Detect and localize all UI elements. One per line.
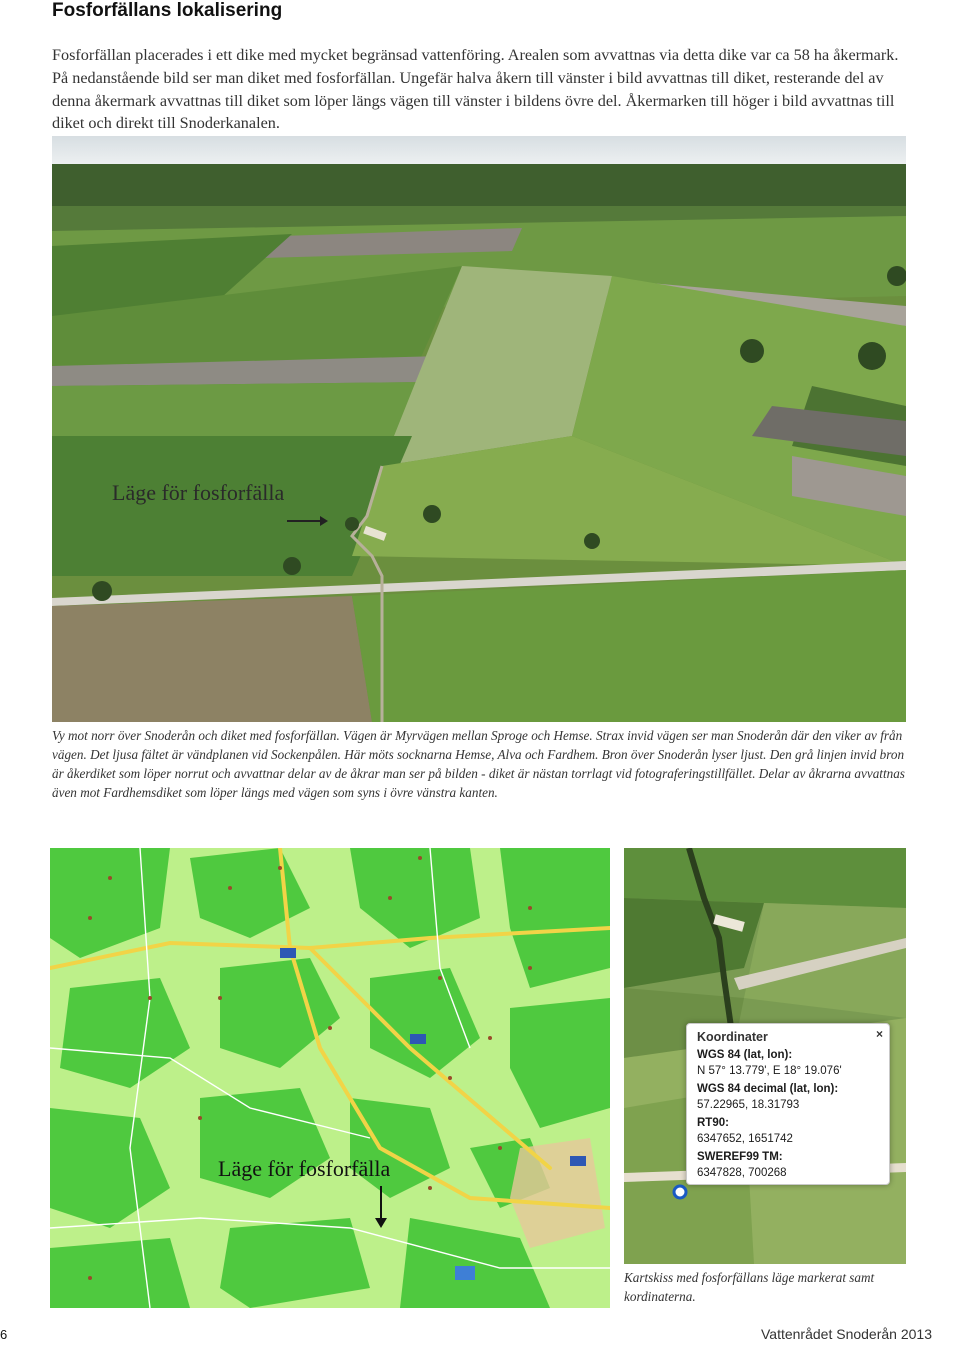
- aerial-photo: [52, 136, 906, 722]
- coord-label-wgs84: WGS 84 (lat, lon):: [697, 1049, 793, 1061]
- coordinates-title: Koordinater: [697, 1030, 768, 1044]
- location-marker-icon: [674, 1186, 686, 1198]
- intro-paragraph: Fosforfällan placerades i ett dike med mycket begränsad vattenföring. Arealen som avvattnas via detta dike var ca 58 ha åkermark. På nedanstående bild ser man diket med fosforfällan. Ungefär halva åkern till vänster i bild avvattnas till diket, resterande del av denna åkermark avvattnas till diket som löper längs vägen till vänster i bildens övre del. Åkermarken till höger i bild avvattnas till diket och direkt till Snoderkanalen.: [52, 46, 899, 133]
- coord-label-wgs84-decimal: WGS 84 decimal (lat, lon):: [697, 1083, 839, 1095]
- aerial-photo-graphic: [52, 136, 906, 722]
- footer-publisher: Vattenrådet Snoderån 2013: [761, 1326, 932, 1342]
- map-graphic: [50, 848, 610, 1308]
- location-map: [50, 848, 610, 1308]
- closeup-caption: Kartskiss med fosforfällans läge markerat samt kordinaterna.: [624, 1270, 875, 1304]
- coord-label-rt90: RT90:: [697, 1117, 729, 1129]
- close-icon[interactable]: ×: [875, 1027, 883, 1041]
- coord-value-wgs84: N 57° 13.779', E 18° 19.076': [697, 1065, 842, 1077]
- photo-location-label: Läge för fosforfälla: [112, 480, 285, 505]
- coord-value-rt90: 6347652, 1651742: [697, 1133, 793, 1145]
- coord-value-wgs84-decimal: 57.22965, 18.31793: [697, 1099, 800, 1111]
- page-heading: Fosforfällans lokalisering: [52, 0, 283, 21]
- coordinates-panel: [686, 1023, 890, 1185]
- coord-label-sweref99: SWEREF99 TM:: [697, 1151, 783, 1163]
- photo-caption: Vy mot norr över Snoderån och diket med fosforfällan. Vägen är Myrvägen mellan Sproge och Hemse. Strax invid vägen ser man Snoderån där den viker av från vägen. Det ljusa fältet är vändplanen vid Sockenpålen. Här möts socknarna Hemse, Alva och Fardhem. Bron över Snoderån lyser ljust. Den grå linjen invid bron är åkerdiket som löper norrut och avvattnar delar av de åkrar man ser på bilden - diket är nästan torrlagt vid fotograferingstillfället. Delar av åkrarna avvattnas även mot Fardhemsdiket som löper längs med vägen som syns i övre vänstra kanten.: [52, 728, 905, 800]
- map-location-label: Läge för fosforfälla: [218, 1156, 391, 1181]
- coord-value-sweref99: 6347828, 700268: [697, 1167, 787, 1179]
- page-number: 6: [0, 1327, 8, 1342]
